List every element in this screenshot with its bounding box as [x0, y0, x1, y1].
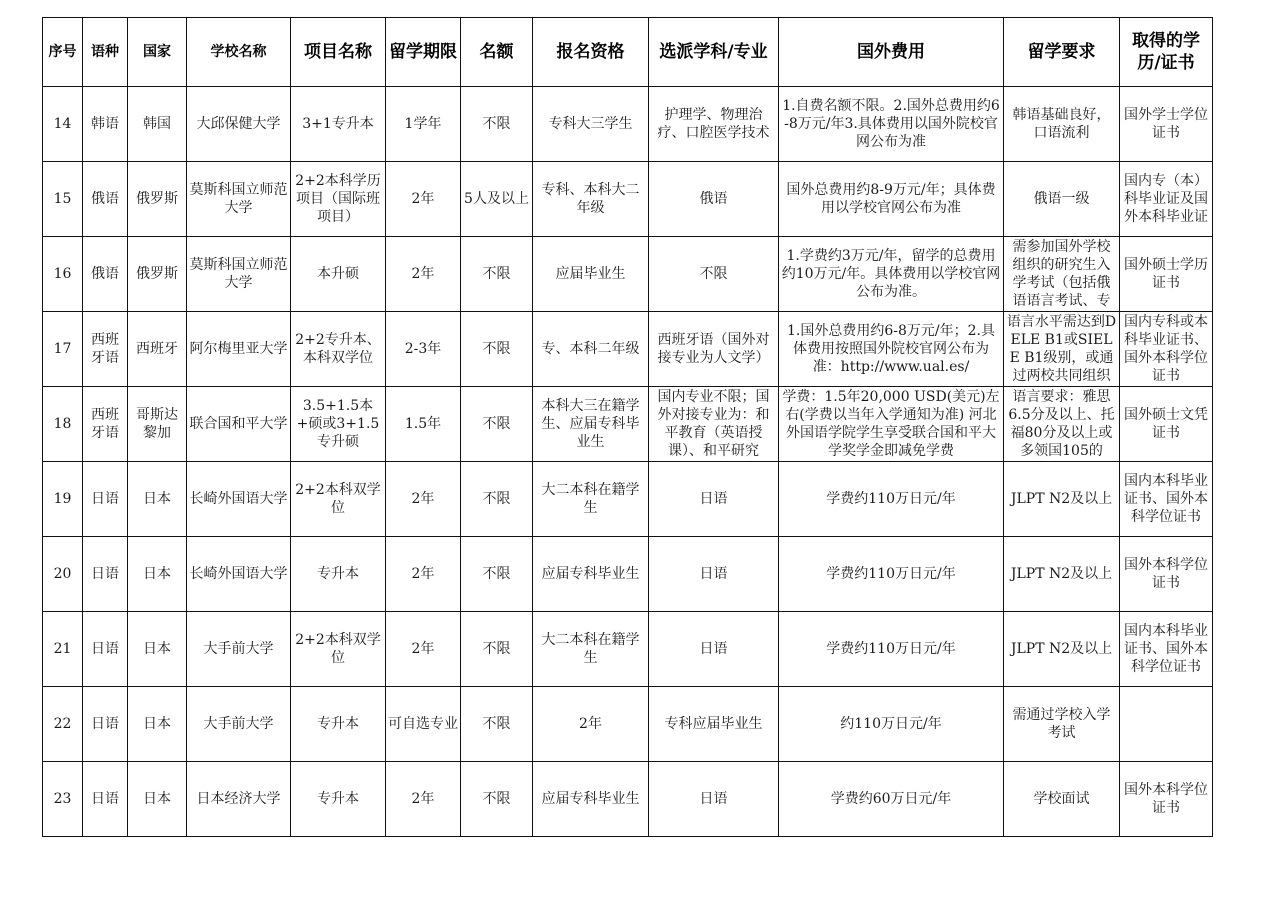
cell-text: 日语: [91, 716, 119, 732]
cell-quota: [461, 762, 533, 837]
cell-text: 韩国: [143, 116, 171, 132]
header-requirements: 留学要求: [1004, 18, 1120, 87]
cell-text: 14: [53, 116, 72, 132]
cell-text: 21: [53, 641, 72, 657]
cell-text: 国外总费用约8-9万元/年；具体费用以学校官网公布为准: [786, 182, 996, 216]
cell-fees: [779, 387, 1004, 462]
cell-school: [187, 237, 291, 312]
cell-text: 国外硕士文凭证书: [1124, 407, 1208, 441]
cell-duration: [386, 312, 461, 387]
cell-text: 18: [53, 416, 72, 432]
cell-text: 学费约110万日元/年: [826, 491, 956, 507]
cell-text: 国外本科学位证书: [1124, 557, 1208, 591]
cell-fees: [779, 537, 1004, 612]
cell-text: 日本经济大学: [196, 791, 281, 807]
cell-text: 2年: [411, 641, 435, 657]
cell-text: 学费约110万日元/年: [826, 641, 956, 657]
cell-text: 23: [53, 791, 72, 807]
cell-text: 19: [53, 491, 72, 507]
cell-text: 不限: [482, 416, 511, 432]
cell-text: 语言要求：雅思6.5分及以上、托福80分及以上或多领国105的: [1008, 389, 1115, 459]
cell-eligibility: [533, 612, 649, 687]
cell-language: [83, 687, 128, 762]
table-row: [43, 537, 1213, 612]
cell-certificate: [1120, 237, 1213, 312]
cell-index: [43, 237, 83, 312]
cell-text: 16: [53, 266, 72, 282]
cell-text: 日本: [143, 791, 171, 807]
cell-requirements: [1004, 387, 1120, 462]
cell-text: 应届专科毕业生: [541, 791, 640, 807]
cell-index: [43, 612, 83, 687]
cell-country: [128, 312, 187, 387]
cell-text: 西班牙: [136, 341, 178, 357]
cell-duration: [386, 87, 461, 162]
cell-quota: [461, 387, 533, 462]
cell-text: 韩语基础良好，口语流利: [1012, 107, 1111, 141]
cell-text: 日语: [699, 791, 728, 807]
cell-text: 日语: [91, 566, 119, 582]
header-eligibility: 报名资格: [533, 18, 649, 87]
cell-quota: [461, 162, 533, 237]
cell-certificate: [1120, 537, 1213, 612]
cell-major: [649, 87, 779, 162]
cell-eligibility: [533, 537, 649, 612]
cell-fees: [779, 237, 1004, 312]
cell-text: 哥斯达黎加: [136, 407, 178, 441]
cell-certificate: [1120, 687, 1213, 762]
cell-certificate: [1120, 612, 1213, 687]
cell-quota: [461, 462, 533, 537]
cell-text: 不限: [482, 266, 511, 282]
cell-text: JLPT N2及以上: [1010, 566, 1113, 582]
table-row: [43, 762, 1213, 837]
cell-text: 2+2专升本、本科双学位: [295, 332, 381, 366]
cell-requirements: [1004, 312, 1120, 387]
cell-index: [43, 687, 83, 762]
cell-duration: [386, 237, 461, 312]
cell-text: 2年: [411, 791, 435, 807]
cell-requirements: [1004, 612, 1120, 687]
cell-language: [83, 762, 128, 837]
cell-text: 5人及以上: [464, 191, 529, 207]
cell-text: 1.自费名额不限。2.国外总费用约6-8万元/年3.具体费用以国外院校官网公布为准: [782, 98, 1000, 150]
cell-text: 日语: [91, 791, 119, 807]
cell-requirements: [1004, 162, 1120, 237]
cell-text: 不限: [482, 791, 511, 807]
cell-text: 西班牙语（国外对接专业为人文学）: [657, 332, 770, 366]
cell-text: 联合国和平大学: [189, 416, 288, 432]
header-fees: 国外费用: [779, 18, 1004, 87]
cell-text: 1.国外总费用约6-8万元/年；2.具体费用按照国外院校官网公布为准：http://www.ual.es/: [787, 323, 995, 375]
cell-text: 俄语: [91, 191, 119, 207]
cell-text: 国内专业不限；国外对接专业为：和平教育（英语授课）、和平研究: [657, 389, 770, 459]
header-duration: 留学期限: [386, 18, 461, 87]
cell-quota: [461, 87, 533, 162]
cell-text: 莫斯科国立师范大学: [189, 182, 288, 216]
cell-language: [83, 162, 128, 237]
cell-requirements: [1004, 537, 1120, 612]
cell-country: [128, 537, 187, 612]
cell-text: JLPT N2及以上: [1010, 641, 1113, 657]
cell-text: 专、本科二年级: [541, 341, 640, 357]
cell-text: 专科大三学生: [548, 116, 633, 132]
cell-eligibility: [533, 312, 649, 387]
cell-text: 应届毕业生: [555, 266, 626, 282]
cell-text: 2年: [579, 716, 602, 732]
cell-fees: [779, 462, 1004, 537]
cell-fees: [779, 312, 1004, 387]
header-row: [43, 18, 1213, 87]
cell-program: [291, 537, 386, 612]
cell-requirements: [1004, 87, 1120, 162]
table-row: [43, 612, 1213, 687]
cell-text: 国外硕士学历证书: [1124, 257, 1208, 291]
cell-major: [649, 537, 779, 612]
cell-text: 不限: [699, 266, 728, 282]
cell-text: 2年: [411, 266, 435, 282]
cell-index: [43, 162, 83, 237]
cell-duration: [386, 462, 461, 537]
exchange-programs-table: [42, 17, 1213, 837]
cell-text: 阿尔梅里亚大学: [189, 341, 288, 357]
cell-program: [291, 87, 386, 162]
cell-text: 日本: [143, 566, 171, 582]
cell-text: 3.5+1.5本+硕或3+1.5专升硕: [296, 398, 380, 450]
cell-quota: [461, 687, 533, 762]
cell-major: [649, 237, 779, 312]
cell-fees: [779, 687, 1004, 762]
cell-text: 国外学士学位证书: [1124, 107, 1208, 141]
cell-text: 专升本: [317, 716, 359, 732]
cell-text: 需通过学校入学考试: [1012, 707, 1111, 741]
cell-language: [83, 237, 128, 312]
cell-index: [43, 87, 83, 162]
header-school: 学校名称: [187, 18, 291, 87]
cell-text: 大二本科在籍学生: [541, 632, 640, 666]
table-row: [43, 687, 1213, 762]
cell-text: 大手前大学: [203, 716, 274, 732]
cell-language: [83, 312, 128, 387]
cell-requirements: [1004, 462, 1120, 537]
cell-program: [291, 387, 386, 462]
cell-text: 1.5年: [404, 416, 442, 432]
table-row: [43, 237, 1213, 312]
cell-text: 不限: [482, 716, 511, 732]
cell-text: 需参加国外学校组织的研究生入学考试（包括俄语语言考试、专: [1012, 239, 1111, 309]
cell-text: 长崎外国语大学: [189, 491, 288, 507]
cell-requirements: [1004, 762, 1120, 837]
cell-index: [43, 312, 83, 387]
table-row: [43, 387, 1213, 462]
cell-text: 15: [53, 191, 72, 207]
cell-duration: [386, 762, 461, 837]
cell-text: 国外本科学位证书: [1124, 782, 1208, 816]
cell-quota: [461, 237, 533, 312]
cell-requirements: [1004, 237, 1120, 312]
cell-index: [43, 762, 83, 837]
cell-school: [187, 462, 291, 537]
cell-major: [649, 612, 779, 687]
cell-text: 韩语: [91, 116, 119, 132]
cell-text: 应届专科毕业生: [541, 566, 640, 582]
cell-text: 22: [53, 716, 72, 732]
cell-duration: [386, 387, 461, 462]
cell-text: 俄罗斯: [136, 191, 178, 207]
cell-country: [128, 762, 187, 837]
cell-school: [187, 387, 291, 462]
cell-eligibility: [533, 162, 649, 237]
cell-text: 俄语: [91, 266, 119, 282]
cell-text: 不限: [482, 641, 511, 657]
cell-eligibility: [533, 237, 649, 312]
cell-text: 大二本科在籍学生: [541, 482, 640, 516]
cell-certificate: [1120, 762, 1213, 837]
header-certificate: 取得的学历/证书: [1120, 18, 1213, 87]
cell-program: [291, 162, 386, 237]
cell-text: 日语: [699, 641, 728, 657]
cell-school: [187, 87, 291, 162]
cell-text: 1学年: [404, 116, 442, 132]
cell-text: 日语: [91, 641, 119, 657]
cell-text: 俄语: [699, 191, 728, 207]
cell-duration: [386, 162, 461, 237]
cell-certificate: [1120, 312, 1213, 387]
cell-language: [83, 612, 128, 687]
cell-text: 不限: [482, 566, 511, 582]
cell-text: 日语: [699, 491, 728, 507]
cell-school: [187, 762, 291, 837]
cell-text: 专升本: [317, 566, 359, 582]
table-row: [43, 162, 1213, 237]
cell-text: 专升本: [317, 791, 359, 807]
table-body: [43, 87, 1213, 837]
cell-text: 2+2本科学历项目（国际班项目）: [295, 173, 381, 225]
cell-eligibility: [533, 462, 649, 537]
cell-duration: [386, 612, 461, 687]
cell-text: 2年: [411, 191, 435, 207]
cell-country: [128, 87, 187, 162]
cell-text: 俄罗斯: [136, 266, 178, 282]
cell-country: [128, 612, 187, 687]
table-row: [43, 87, 1213, 162]
cell-fees: [779, 762, 1004, 837]
cell-program: [291, 462, 386, 537]
cell-text: JLPT N2及以上: [1010, 491, 1113, 507]
cell-school: [187, 612, 291, 687]
cell-text: 2年: [411, 491, 435, 507]
table-row: [43, 462, 1213, 537]
table-row: [43, 312, 1213, 387]
cell-quota: [461, 312, 533, 387]
cell-eligibility: [533, 387, 649, 462]
cell-text: 专科、本科大二年级: [541, 182, 640, 216]
cell-program: [291, 687, 386, 762]
cell-eligibility: [533, 762, 649, 837]
cell-text: 2年: [411, 566, 435, 582]
cell-text: 学费：1.5年20,000 USD(美元)左右(学费以当年入学通知为准) 河北外国语学院学生享受联合国和平大学奖学金即减免学费: [782, 389, 1000, 459]
cell-text: 本升硕: [317, 266, 359, 282]
cell-fees: [779, 87, 1004, 162]
cell-fees: [779, 612, 1004, 687]
cell-text: 国内专科或本科毕业证书、国外本科学位证书: [1124, 314, 1208, 384]
cell-text: 护理学、物理治疗、口腔医学技术: [657, 107, 770, 141]
cell-language: [83, 87, 128, 162]
cell-text: 不限: [482, 341, 511, 357]
cell-text: 约110万日元/年: [840, 716, 942, 732]
cell-language: [83, 387, 128, 462]
cell-text: 专科应届毕业生: [664, 716, 763, 732]
cell-country: [128, 687, 187, 762]
cell-major: [649, 687, 779, 762]
cell-duration: [386, 537, 461, 612]
cell-school: [187, 687, 291, 762]
cell-country: [128, 462, 187, 537]
header-language: 语种: [83, 18, 128, 87]
cell-text: 2+2本科双学位: [295, 482, 381, 516]
cell-major: [649, 387, 779, 462]
cell-text: 2+2本科双学位: [295, 632, 381, 666]
cell-country: [128, 162, 187, 237]
cell-text: 日语: [91, 491, 119, 507]
cell-text: 大邱保健大学: [196, 116, 281, 132]
header-index: 序号: [43, 18, 83, 87]
cell-text: 学费约60万日元/年: [830, 791, 952, 807]
cell-school: [187, 312, 291, 387]
cell-text: 学校面试: [1033, 791, 1090, 807]
cell-text: 日本: [143, 716, 171, 732]
header-quota: 名额: [461, 18, 533, 87]
cell-certificate: [1120, 87, 1213, 162]
cell-major: [649, 312, 779, 387]
cell-text: 17: [53, 341, 72, 357]
cell-text: 大手前大学: [203, 641, 274, 657]
cell-text: 本科大三在籍学生、应届专科毕业生: [541, 398, 640, 450]
cell-major: [649, 762, 779, 837]
cell-language: [83, 537, 128, 612]
cell-requirements: [1004, 687, 1120, 762]
cell-program: [291, 312, 386, 387]
cell-program: [291, 762, 386, 837]
cell-certificate: [1120, 462, 1213, 537]
cell-text: 日本: [143, 491, 171, 507]
cell-program: [291, 237, 386, 312]
cell-index: [43, 537, 83, 612]
cell-major: [649, 462, 779, 537]
header-major: 选派学科/专业: [649, 18, 779, 87]
cell-text: 西班牙语: [91, 407, 119, 441]
cell-text: 长崎外国语大学: [189, 566, 288, 582]
cell-text: 日语: [699, 566, 728, 582]
cell-text: 不限: [482, 491, 511, 507]
cell-language: [83, 462, 128, 537]
header-country: 国家: [128, 18, 187, 87]
cell-text: 可自选专业: [388, 716, 458, 732]
cell-quota: [461, 537, 533, 612]
cell-text: 国内本科毕业证书、国外本科学位证书: [1124, 623, 1208, 675]
cell-text: 20: [53, 566, 72, 582]
cell-text: 国内专（本）科毕业证及国外本科毕业证: [1124, 173, 1208, 225]
cell-index: [43, 387, 83, 462]
cell-index: [43, 462, 83, 537]
cell-country: [128, 387, 187, 462]
cell-text: 不限: [482, 116, 511, 132]
cell-school: [187, 537, 291, 612]
cell-fees: [779, 162, 1004, 237]
cell-text: 莫斯科国立师范大学: [189, 257, 288, 291]
cell-text: 国内本科毕业证书、国外本科学位证书: [1124, 473, 1208, 525]
cell-text: 俄语一级: [1033, 191, 1090, 207]
cell-duration: [386, 687, 461, 762]
cell-quota: [461, 612, 533, 687]
cell-text: 2-3年: [404, 341, 442, 357]
cell-eligibility: [533, 687, 649, 762]
cell-text: 日本: [143, 641, 171, 657]
cell-eligibility: [533, 87, 649, 162]
cell-program: [291, 612, 386, 687]
cell-text: 3+1专升本: [302, 116, 374, 132]
cell-text: 西班牙语: [91, 332, 119, 366]
cell-text: 1.学费约3万元/年，留学的总费用约10万元/年。具体费用以学校官网公布为准。: [781, 248, 1001, 300]
cell-text: 语言水平需达到DELE B1或SIELE B1级别，或通过两校共同组织: [1006, 314, 1117, 384]
cell-certificate: [1120, 162, 1213, 237]
cell-certificate: [1120, 387, 1213, 462]
cell-country: [128, 237, 187, 312]
header-program: 项目名称: [291, 18, 386, 87]
cell-school: [187, 162, 291, 237]
cell-text: 学费约110万日元/年: [826, 566, 956, 582]
cell-major: [649, 162, 779, 237]
